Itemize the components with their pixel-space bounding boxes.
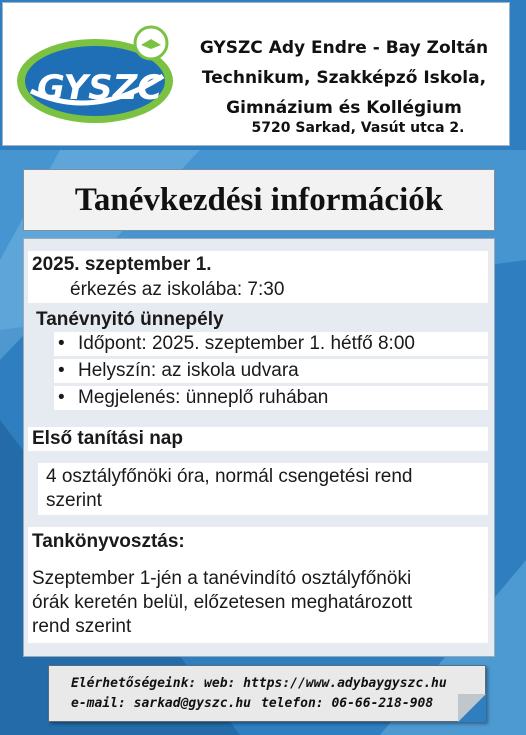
first-day-text-line-1: 4 osztályfőnöki óra, normál csengetési rend (46, 466, 413, 487)
title-box (23, 169, 495, 231)
ceremony-item (54, 386, 488, 410)
school-name-line-3: Gimnázium és Kollégium (226, 98, 462, 118)
start-date: 2025. szeptember 1. (32, 254, 212, 275)
textbooks-text-line-2: órák keretén belül, előzetesen meghatározott (32, 592, 413, 613)
content-panel (23, 238, 495, 657)
logo-text: GYSZC (37, 68, 163, 108)
ceremony-item-text: Megjelenés: ünneplő ruhában (78, 387, 329, 408)
first-day-text (38, 463, 488, 515)
first-day-heading: Első tanítási nap (28, 427, 488, 451)
school-logo (13, 21, 178, 131)
textbooks-heading: Tankönyvosztás: (32, 531, 185, 552)
textbooks-text-line-3: rend szerint (32, 616, 132, 637)
page-curl-decoration (458, 694, 486, 722)
contact-phone: telefon: 06-66-218-908 (261, 696, 434, 711)
school-name-line-1: GYSZC Ady Endre - Bay Zoltán (199, 38, 489, 58)
school-name (181, 33, 507, 123)
contact-web: Elérhetőségeink: web: https://www.adybaygyszc.hu (71, 676, 447, 691)
textbooks-text-line-1: Szeptember 1-jén a tanévindító osztályfőnöki (32, 568, 412, 589)
school-name-line-2: Technikum, Szakképző Iskola, (201, 68, 487, 88)
ceremony-item-text: Időpont: 2025. szeptember 1. hétfő 8:00 (78, 333, 415, 354)
school-address: 5720 Sarkad, Vasút utca 2. (251, 120, 465, 136)
header-card (2, 2, 510, 146)
ceremony-heading: Tanévnyitó ünnepély (36, 309, 224, 330)
textbooks-text (32, 567, 412, 639)
contact-footer (48, 665, 486, 722)
contact-email: e-mail: sarkad@gyszc.hu (71, 696, 252, 711)
ceremony-item (54, 332, 488, 356)
first-day-text-line-2: szerint (46, 490, 102, 511)
textbooks-block (28, 527, 488, 643)
page-title: Tanévkezdési információk (74, 181, 444, 218)
ceremony-item-text: Helyszín: az iskola udvara (78, 360, 299, 381)
start-date-block (28, 251, 488, 303)
ceremony-item (54, 359, 488, 383)
arrival-time: érkezés az iskolába: 7:30 (70, 279, 285, 300)
